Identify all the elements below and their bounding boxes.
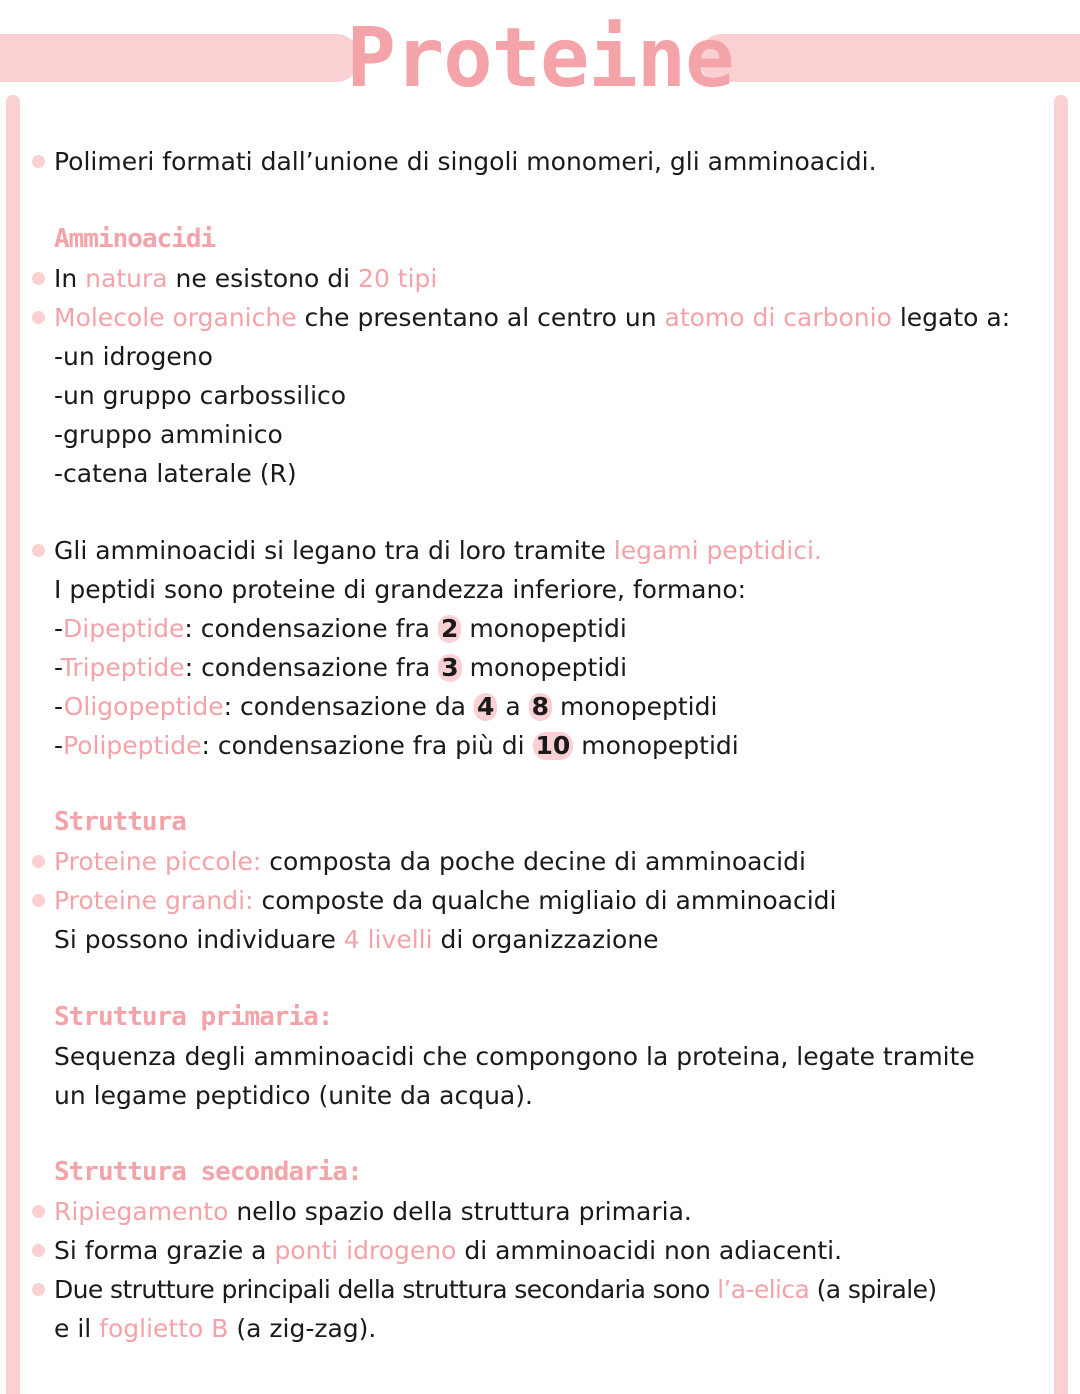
list-item: -catena laterale (R) bbox=[54, 459, 297, 488]
struttura-line-1: Proteine piccole: composta da poche decine di amminoacidi bbox=[54, 842, 806, 881]
heading-struttura: Struttura bbox=[54, 807, 186, 837]
secondaria-line-4: e il foglietto B (a zig-zag). bbox=[54, 1314, 377, 1343]
peptide-dipeptide: -Dipeptide: condensazione fra 2 monopeptidi bbox=[54, 614, 627, 643]
page-border-right bbox=[1054, 95, 1068, 1394]
peptidi-line-1: Gli amminoacidi si legano tra di loro tramite legami peptidici. bbox=[54, 531, 822, 570]
list-item: -gruppo amminico bbox=[54, 420, 283, 449]
heading-amminoacidi: Amminoacidi bbox=[54, 224, 216, 254]
primaria-line-1: Sequenza degli amminoacidi che compongono la proteina, legate tramite bbox=[54, 1042, 975, 1071]
struttura-line-2: Proteine grandi: composte da qualche migliaio di amminoacidi bbox=[54, 881, 836, 920]
list-item: -un idrogeno bbox=[54, 342, 213, 371]
secondaria-line-3: Due strutture principali della struttura secondaria sono l’a-elica (a spirale) bbox=[54, 1270, 937, 1309]
intro-line: Polimeri formati dall’unione di singoli monomeri, gli amminoacidi. bbox=[54, 142, 877, 181]
struttura-line-3: Si possono individuare 4 livelli di organizzazione bbox=[54, 925, 659, 954]
primaria-line-2: un legame peptidico (unite da acqua). bbox=[54, 1081, 533, 1110]
amminoacidi-line-2: Molecole organiche che presentano al centro un atomo di carbonio legato a: bbox=[54, 298, 1010, 337]
heading-struttura-secondaria: Struttura secondaria: bbox=[54, 1157, 362, 1187]
peptide-tripeptide: -Tripeptide: condensazione fra 3 monopeptidi bbox=[54, 653, 628, 682]
peptide-oligopeptide: -Oligopeptide: condensazione da 4 a 8 monopeptidi bbox=[54, 692, 718, 721]
page-border-left bbox=[6, 95, 20, 1394]
amminoacidi-line-1: In natura ne esistono di 20 tipi bbox=[54, 259, 437, 298]
peptidi-line-2: I peptidi sono proteine di grandezza inferiore, formano: bbox=[54, 575, 747, 604]
peptide-polipeptide: -Polipeptide: condensazione fra più di 10 monopeptidi bbox=[54, 731, 739, 760]
secondaria-line-1: Ripiegamento nello spazio della struttura primaria. bbox=[54, 1192, 692, 1231]
heading-struttura-primaria: Struttura primaria: bbox=[54, 1002, 333, 1032]
list-item: -un gruppo carbossilico bbox=[54, 381, 347, 410]
page-title: Proteine bbox=[346, 11, 734, 106]
secondaria-line-2: Si forma grazie a ponti idrogeno di amminoacidi non adiacenti. bbox=[54, 1231, 842, 1270]
